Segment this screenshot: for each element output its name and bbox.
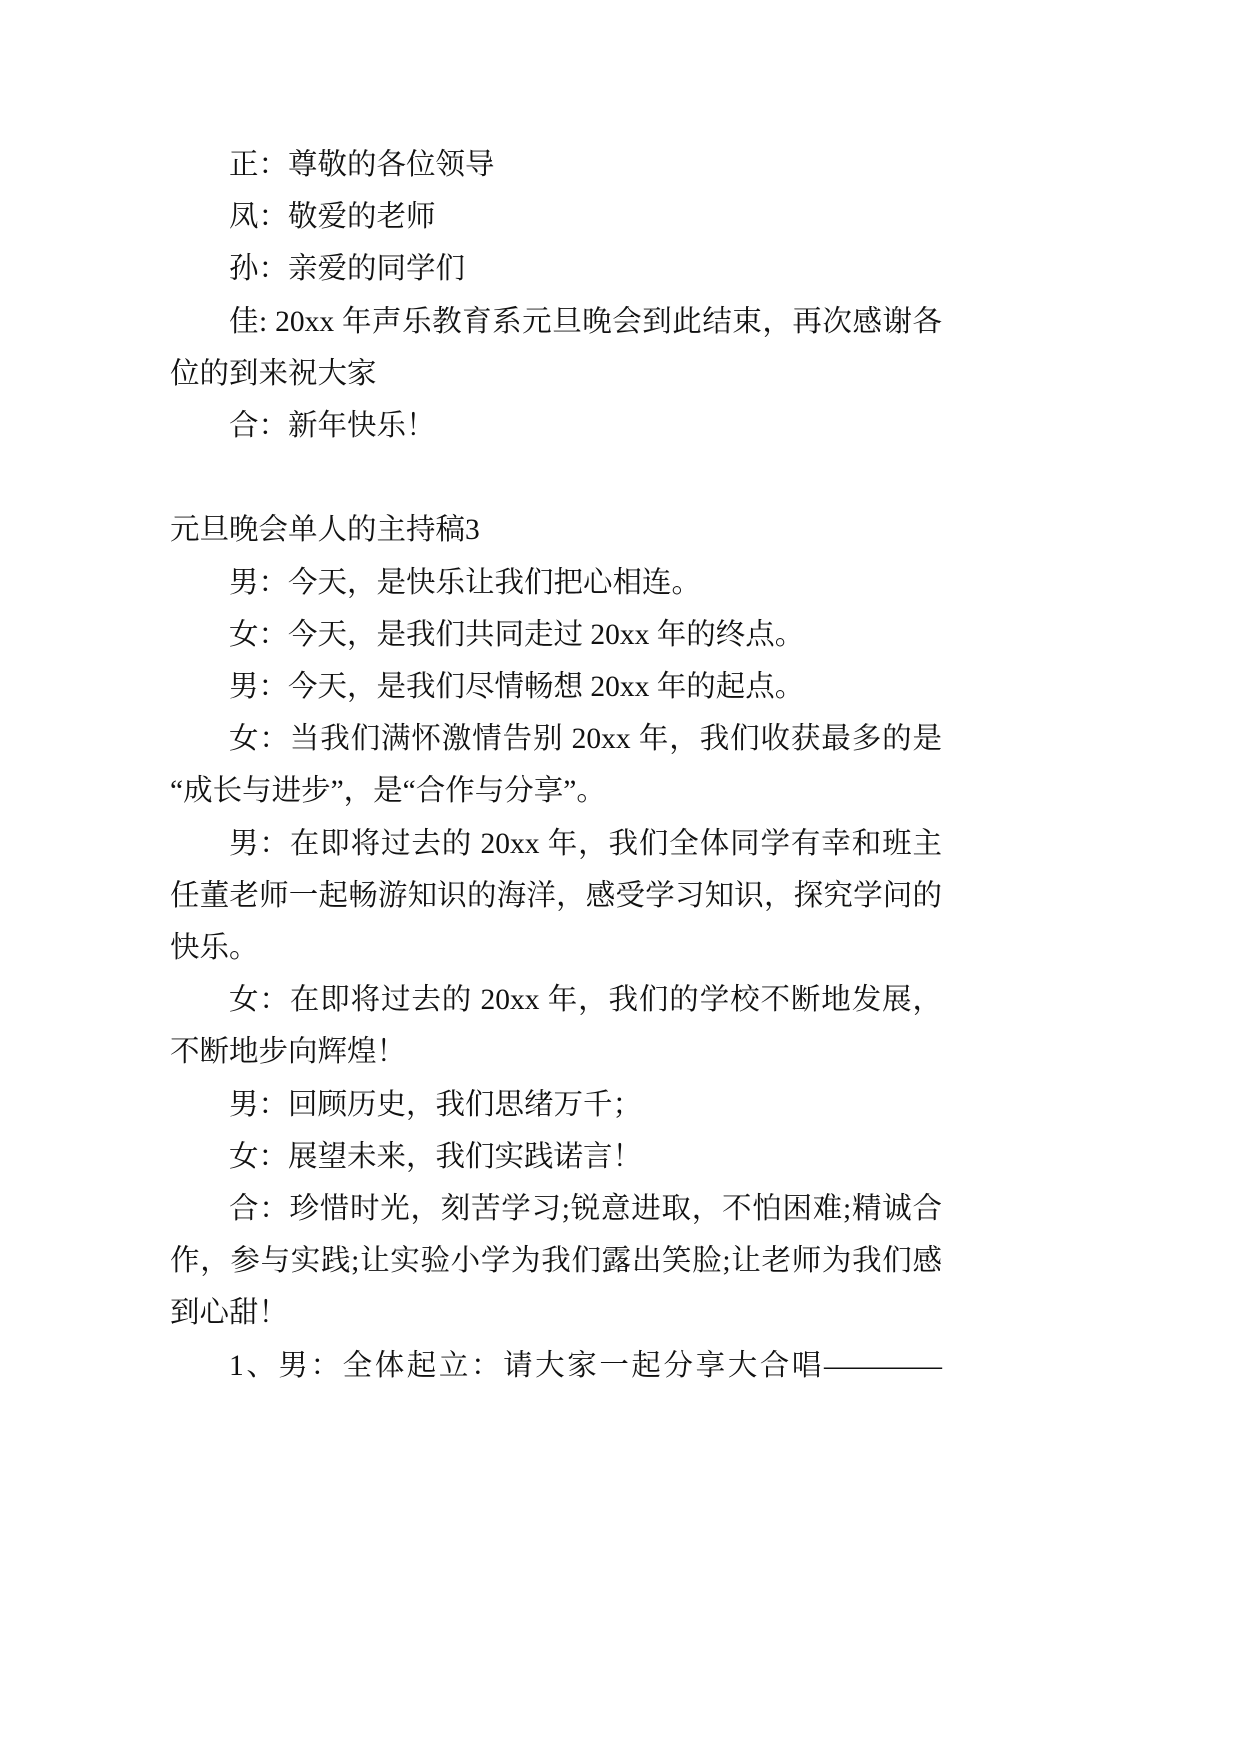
text-line: 女：展望未来，我们实践诺言！	[229, 1140, 643, 1173]
script-paragraph	[170, 1131, 942, 1183]
script-paragraph	[170, 1079, 942, 1131]
text-line: 合：珍惜时光，刻苦学习;锐意进取，不怕困难;精诚合	[229, 1193, 942, 1226]
text-line: 快乐。	[170, 932, 259, 965]
dialogue-line-zheng	[170, 139, 942, 191]
script-paragraph	[170, 713, 942, 817]
text-line: 到心甜！	[170, 1297, 289, 1330]
text-line: 位的到来祝大家	[170, 357, 377, 390]
text-line: 佳: 20xx 年声乐教育系元旦晚会到此结束，再次感谢各	[229, 305, 942, 338]
text-line: 合：新年快乐！	[229, 410, 436, 443]
text-line: 男：今天，是快乐让我们把心相连。	[229, 566, 702, 599]
script-paragraph	[170, 1183, 942, 1340]
text-line: 男：在即将过去的 20xx 年，我们全体同学有幸和班主	[229, 827, 942, 860]
text-line: 女：当我们满怀激情告别 20xx 年，我们收获最多的是	[229, 723, 942, 756]
script-paragraph	[170, 557, 942, 609]
text-line: 女：今天，是我们共同走过 20xx 年的终点。	[229, 618, 805, 651]
section-heading: 元旦晚会单人的主持稿3	[170, 514, 480, 547]
dialogue-line-jia	[170, 296, 942, 400]
text-line: 正：尊敬的各位领导	[229, 149, 495, 181]
script-paragraph	[170, 661, 942, 713]
script-paragraph	[170, 818, 942, 975]
text-line: 1、男：全体起立：请大家一起分享大合唱————	[229, 1349, 942, 1382]
dialogue-line-sun	[170, 243, 942, 295]
text-line: “成长与进步”，是“合作与分享”。	[170, 775, 606, 808]
text-line: 男：今天，是我们尽情畅想 20xx 年的起点。	[229, 671, 805, 704]
script-paragraph	[170, 609, 942, 661]
text-line: 男：回顾历史，我们思绪万千；	[229, 1088, 643, 1121]
text-line: 任董老师一起畅游知识的海洋，感受学习知识，探究学问的	[170, 879, 942, 912]
script-paragraph	[170, 974, 942, 1078]
text-line: 作，参与实践;让实验小学为我们露出笑脸;让老师为我们感	[170, 1245, 942, 1278]
text-line: 凤：敬爱的老师	[229, 201, 436, 234]
text-line: 女：在即将过去的 20xx 年，我们的学校不断地发展，	[229, 984, 942, 1017]
text-line: 不断地步向辉煌！	[170, 1036, 407, 1069]
document-body	[170, 139, 942, 1392]
dialogue-line-feng	[170, 191, 942, 243]
script-paragraph	[170, 1340, 942, 1392]
text-line: 孙：亲爱的同学们	[229, 253, 466, 286]
dialogue-line-together	[170, 400, 942, 452]
